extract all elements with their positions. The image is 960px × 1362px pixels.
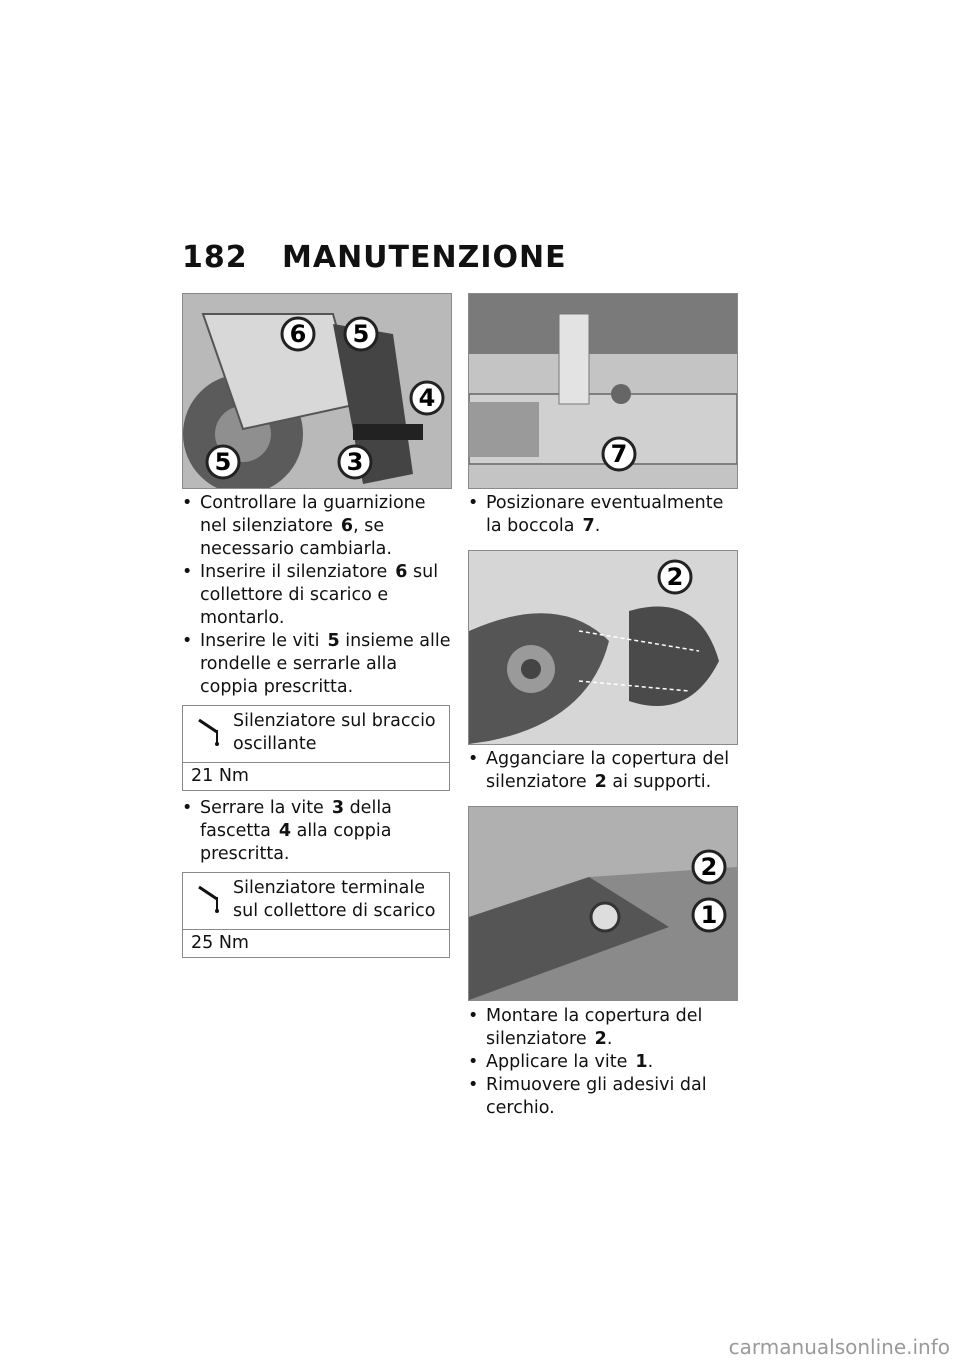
figure-cover-screw: [468, 806, 738, 1001]
figure-silencer-mounting: [182, 293, 452, 489]
label-4: 4: [418, 384, 436, 412]
spec-2-value: 25 Nm: [191, 933, 249, 953]
label-7: 7: [610, 440, 628, 468]
label-5-top: 5: [352, 320, 370, 348]
step-apply-screw: • Applicare la vite 1.: [468, 1051, 738, 1074]
label-5-bottom: 5: [214, 448, 232, 476]
step-remove-stickers: • Rimuovere gli adesivi dal cerchio.: [468, 1074, 738, 1120]
torque-wrench-icon: [197, 716, 223, 746]
step-mount-cover: • Montare la copertura del silenziatore 2.: [468, 1005, 738, 1051]
label-6: 6: [289, 320, 307, 348]
label-2-fig4: 2: [700, 853, 718, 881]
bushing-illustration: [469, 294, 737, 488]
page-title: MANUTENZIONE: [282, 240, 567, 275]
torque-spec-1: [182, 705, 450, 791]
step-tighten-clamp: • Serrare la vite 3 della fascetta 4 alla coppia prescritta.: [182, 797, 452, 866]
cover-screw-illustration: [469, 807, 737, 1000]
torque-spec-2: [182, 872, 450, 958]
step-position-bushing: • Posizionare eventualmente la boccola 7.: [468, 492, 738, 538]
spec-2-label: Silenziatore terminale sul collettore di scarico: [233, 878, 436, 921]
right-column-a: [468, 492, 738, 538]
left-column: [182, 492, 452, 964]
label-1: 1: [700, 901, 718, 929]
silencer-mounting-illustration: [183, 294, 451, 488]
watermark: carmanualsonline.info: [728, 1335, 950, 1359]
figure-cover-hook: [468, 550, 738, 745]
spec-1-value: 21 Nm: [191, 766, 249, 786]
step-hook-cover: • Agganciare la copertura del silenziatore 2 ai supporti.: [468, 748, 738, 794]
step-check-gasket: • Controllare la guarnizione nel silenziatore 6, se necessario cambiarla.: [182, 492, 452, 561]
spec-1-label: Silenziatore sul braccio oscillante: [233, 711, 436, 754]
label-2-fig3: 2: [666, 563, 684, 591]
torque-wrench-icon: [197, 883, 223, 913]
step-insert-screws: • Inserire le viti 5 insieme alle rondelle e serrarle alla coppia prescritta.: [182, 630, 452, 699]
right-column-b: [468, 748, 738, 794]
page-header: [182, 240, 567, 275]
page-number: 182: [182, 240, 248, 275]
cover-hook-illustration: [469, 551, 737, 744]
right-column-c: [468, 1005, 738, 1120]
step-insert-silencer: • Inserire il silenziatore 6 sul collettore di scarico e montarlo.: [182, 561, 452, 630]
figure-bushing: [468, 293, 738, 489]
label-3: 3: [346, 448, 364, 476]
